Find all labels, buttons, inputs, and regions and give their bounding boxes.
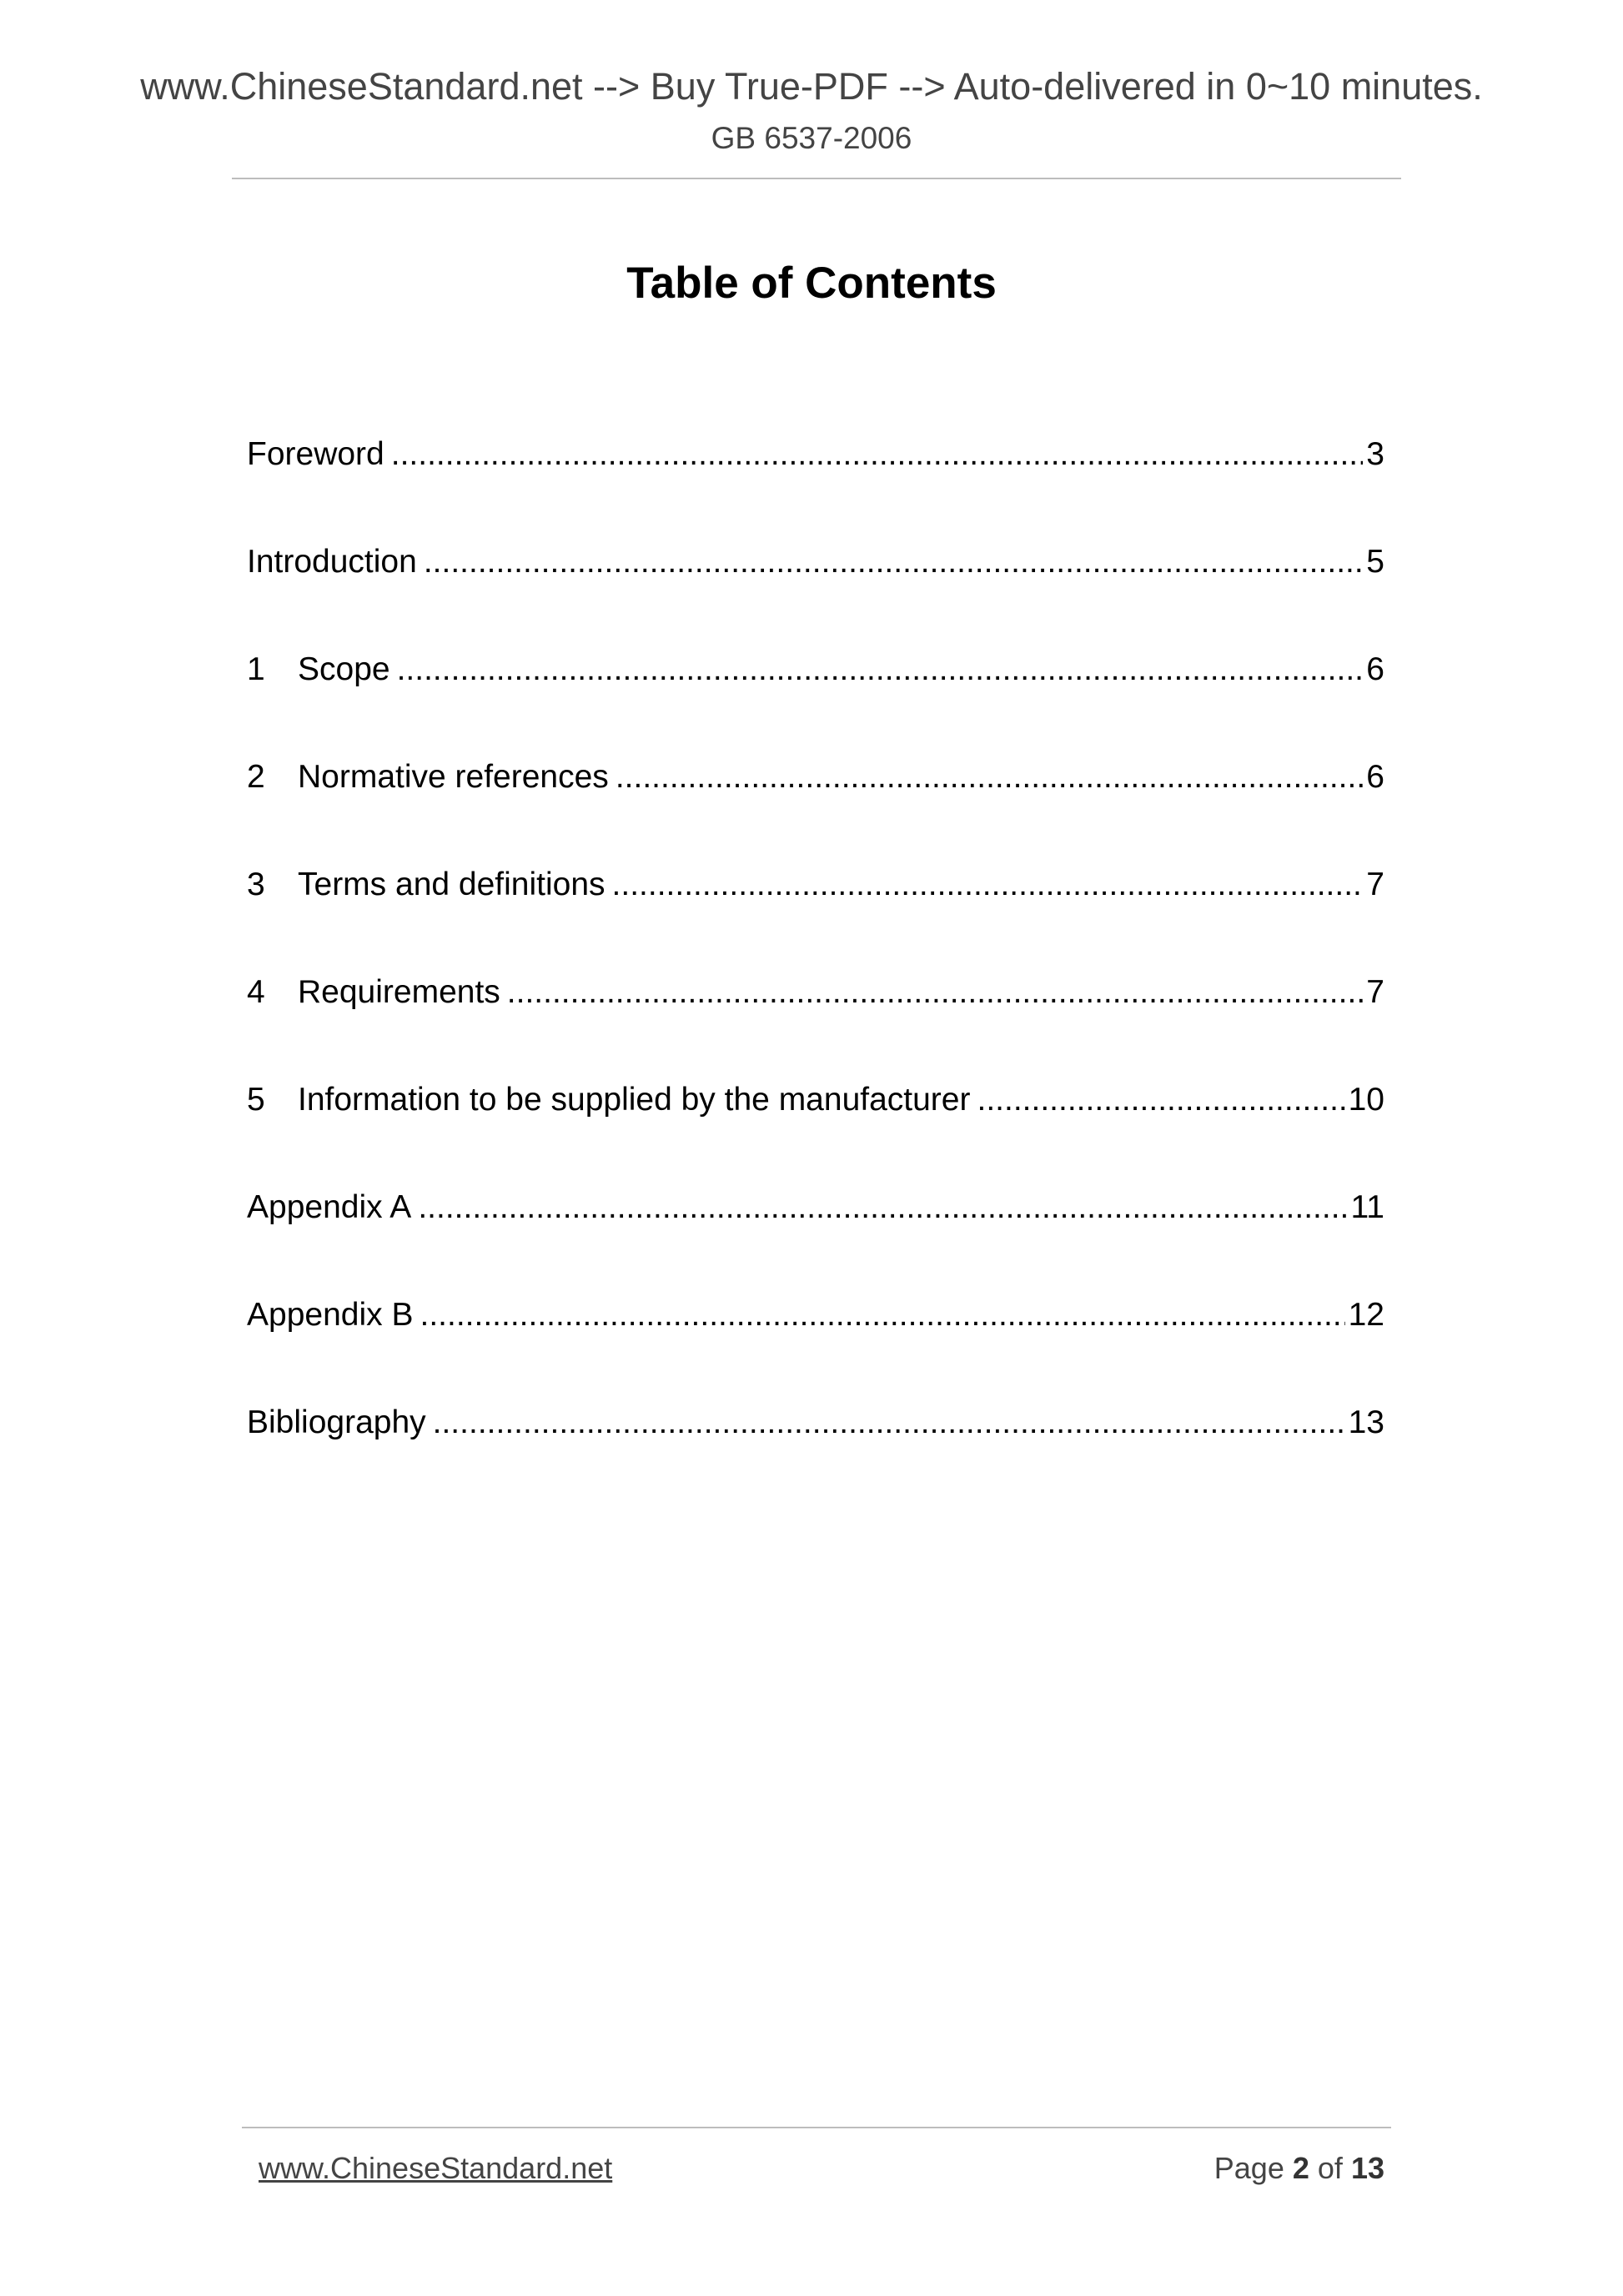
header-banner[interactable]: www.ChineseStandard.net --> Buy True-PDF --> Auto-delivered in 0~10 minutes. [140, 65, 1483, 108]
toc-entry-foreword[interactable] [247, 431, 1384, 539]
toc-leader-dots [391, 431, 1364, 478]
footer-site-link[interactable]: www.ChineseStandard.net [259, 2151, 613, 2185]
toc-entry-page: 7 [1366, 867, 1384, 902]
toc-entry-label: Normative references [298, 759, 609, 795]
toc-entry-page: 6 [1366, 759, 1384, 795]
toc-entry-page: 13 [1348, 1404, 1384, 1440]
toc-entry-label: Introduction [247, 544, 417, 580]
toc-entry-page: 10 [1348, 1082, 1384, 1118]
toc-entry-requirements[interactable] [247, 969, 1384, 1077]
of-word: of [1317, 2151, 1343, 2185]
toc-entry-page: 5 [1366, 544, 1384, 580]
toc-entry-page: 3 [1366, 436, 1384, 472]
toc-entry-label: Appendix A [247, 1189, 412, 1225]
toc-entry-label: Terms and definitions [298, 867, 605, 902]
footer-divider [242, 2127, 1391, 2128]
toc-list [247, 431, 1384, 1507]
toc-leader-dots [397, 646, 1364, 693]
toc-leader-dots [507, 969, 1364, 1016]
page-word: Page [1213, 2151, 1284, 2185]
toc-entry-manufacturer-information[interactable] [247, 1077, 1384, 1184]
toc-entry-label: Appendix B [247, 1297, 414, 1333]
toc-leader-dots [612, 862, 1364, 908]
toc-entry-bibliography[interactable] [247, 1399, 1384, 1507]
toc-entry-introduction[interactable] [247, 539, 1384, 646]
toc-entry-number: 4 [247, 974, 265, 1010]
toc-entry-label: Foreword [247, 436, 384, 472]
toc-leader-dots [977, 1077, 1344, 1123]
toc-leader-dots [433, 1399, 1345, 1446]
header-divider [232, 178, 1401, 179]
toc-leader-dots [418, 1184, 1347, 1231]
toc-entry-page: 6 [1366, 651, 1384, 687]
page-header [0, 60, 1623, 162]
total-pages: 13 [1350, 2151, 1384, 2185]
toc-entry-number: 2 [247, 759, 265, 795]
toc-leader-dots [420, 1292, 1344, 1339]
toc-entry-label: Scope [298, 651, 390, 687]
page-number [1214, 2147, 1384, 2190]
toc-entry-page: 7 [1366, 974, 1384, 1010]
toc-entry-number: 3 [247, 867, 265, 902]
toc-entry-normative-references[interactable] [247, 754, 1384, 862]
toc-entry-appendix-a[interactable] [247, 1184, 1384, 1292]
toc-leader-dots [616, 754, 1363, 801]
toc-entry-label: Requirements [298, 974, 500, 1010]
toc-entry-scope[interactable] [247, 646, 1384, 754]
toc-entry-terms-and-definitions[interactable] [247, 862, 1384, 969]
toc-entry-appendix-b[interactable] [247, 1292, 1384, 1399]
toc-entry-label: Bibliography [247, 1404, 426, 1440]
toc-entry-number: 5 [247, 1082, 265, 1118]
toc-entry-page: 11 [1350, 1189, 1384, 1225]
standard-code: GB 6537-2006 [711, 121, 912, 155]
toc-leader-dots [424, 539, 1363, 585]
toc-entry-number: 1 [247, 651, 265, 687]
toc-entry-label: Information to be supplied by the manufacturer [298, 1082, 971, 1118]
toc-entry-page: 12 [1348, 1297, 1384, 1333]
page-title: Table of Contents [626, 259, 997, 308]
current-page: 2 [1292, 2151, 1309, 2185]
